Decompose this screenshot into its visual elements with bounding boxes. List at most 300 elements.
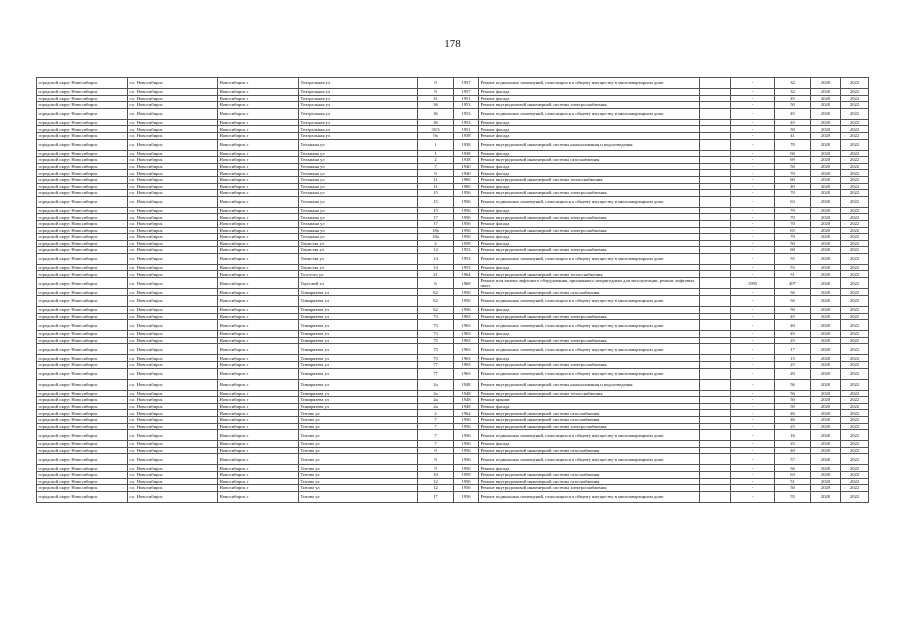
empty-cell: [700, 247, 731, 254]
wear-percent-cell: 16: [775, 430, 811, 441]
district-cell: г.о. Новосибирск: [128, 240, 218, 247]
plan-end-cell: 2022: [841, 307, 869, 314]
empty-cell: [700, 417, 731, 424]
district-cell: г.о. Новосибирск: [128, 491, 218, 502]
wear-percent-cell: 46: [775, 410, 811, 417]
build-year-cell: 1938: [454, 150, 479, 157]
empty-cell: [700, 471, 731, 478]
municipality-cell: городской округ Новосибирск: [37, 78, 128, 89]
municipality-cell: городской округ Новосибирск: [37, 410, 128, 417]
street-cell: Толстого ул: [299, 271, 418, 278]
house-number-cell: 11: [418, 176, 454, 183]
empty-cell: [700, 447, 731, 454]
district-cell: г.о. Новосибирск: [128, 119, 218, 126]
street-cell: Тимирязева ул: [299, 390, 418, 397]
empty-cell: [700, 119, 731, 126]
municipality-cell: городской округ Новосибирск: [37, 454, 128, 465]
municipality-cell: городской округ Новосибирск: [37, 247, 128, 254]
street-cell: Тенистая ул: [299, 253, 418, 264]
build-year-cell: 1958: [454, 240, 479, 247]
lift-year-cell: -: [731, 89, 775, 96]
house-number-cell: 73: [418, 320, 454, 331]
district-cell: г.о. Новосибирск: [128, 108, 218, 119]
table-row: [37, 108, 869, 119]
lift-year-cell: -: [731, 397, 775, 404]
plan-start-cell: 2020: [811, 362, 841, 369]
build-year-cell: 1964: [454, 271, 479, 278]
empty-cell: [700, 397, 731, 404]
empty-cell: [700, 491, 731, 502]
work-type-cell: Ремонт фасада: [479, 465, 700, 472]
district-cell: г.о. Новосибирск: [128, 478, 218, 485]
work-type-cell: Ремонт подвальных помещений, относящихся к общему имуществу в многоквартирном доме: [479, 368, 700, 379]
plan-start-cell: 2020: [811, 447, 841, 454]
municipality-cell: городской округ Новосибирск: [37, 95, 128, 102]
table-row: [37, 89, 869, 96]
table-row: [37, 253, 869, 264]
municipality-cell: городской округ Новосибирск: [37, 320, 128, 331]
city-cell: Новосибирск г: [218, 150, 299, 157]
street-cell: Театральная ул: [299, 126, 418, 133]
house-number-cell: 35/3: [418, 126, 454, 133]
empty-cell: [700, 190, 731, 197]
municipality-cell: городской округ Новосибирск: [37, 108, 128, 119]
lift-year-cell: -: [731, 119, 775, 126]
plan-end-cell: 2022: [841, 278, 869, 289]
plan-start-cell: 2020: [811, 220, 841, 227]
work-type-cell: Ремонт фасада: [479, 163, 700, 170]
table-row: [37, 417, 869, 424]
lift-year-cell: -: [731, 296, 775, 307]
house-number-cell: 14: [418, 247, 454, 254]
plan-start-cell: 2020: [811, 289, 841, 296]
city-cell: Новосибирск г: [218, 390, 299, 397]
lift-year-cell: -: [731, 126, 775, 133]
district-cell: г.о. Новосибирск: [128, 379, 218, 390]
house-number-cell: 15: [418, 190, 454, 197]
work-type-cell: Ремонт внутридомовой инженерной системы теплоснабжения: [479, 390, 700, 397]
work-type-cell: Ремонт подвальных помещений, относящихся к общему имуществу в многоквартирном доме: [479, 344, 700, 355]
wear-percent-cell: 20: [775, 368, 811, 379]
municipality-cell: городской округ Новосибирск: [37, 465, 128, 472]
build-year-cell: 1940: [454, 170, 479, 177]
city-cell: Новосибирск г: [218, 454, 299, 465]
table-row: [37, 491, 869, 502]
house-number-cell: 2а: [418, 403, 454, 410]
plan-end-cell: 2022: [841, 320, 869, 331]
work-type-cell: Ремонт фасада: [479, 331, 700, 338]
city-cell: Новосибирск г: [218, 410, 299, 417]
work-type-cell: Ремонт фасада: [479, 441, 700, 448]
plan-start-cell: 2020: [811, 368, 841, 379]
build-year-cell: 1956: [454, 423, 479, 430]
empty-cell: [700, 271, 731, 278]
city-cell: Новосибирск г: [218, 447, 299, 454]
house-number-cell: 9: [418, 89, 454, 96]
plan-start-cell: 2020: [811, 390, 841, 397]
plan-end-cell: 2022: [841, 227, 869, 234]
lift-year-cell: -: [731, 423, 775, 430]
plan-start-cell: 2020: [811, 307, 841, 314]
plan-end-cell: 2022: [841, 214, 869, 221]
plan-start-cell: 2020: [811, 331, 841, 338]
table-row: [37, 196, 869, 207]
plan-start-cell: 2020: [811, 190, 841, 197]
house-number-cell: 7: [418, 163, 454, 170]
lift-year-cell: -: [731, 207, 775, 214]
plan-start-cell: 2020: [811, 176, 841, 183]
wear-percent-cell: 70: [775, 190, 811, 197]
empty-cell: [700, 307, 731, 314]
table-row: [37, 163, 869, 170]
lift-year-cell: -: [731, 465, 775, 472]
table-row: [37, 362, 869, 369]
municipality-cell: городской округ Новосибирск: [37, 170, 128, 177]
table-row: [37, 344, 869, 355]
empty-cell: [700, 390, 731, 397]
empty-cell: [700, 441, 731, 448]
plan-end-cell: 2022: [841, 390, 869, 397]
lift-year-cell: -: [731, 163, 775, 170]
municipality-cell: городской округ Новосибирск: [37, 278, 128, 289]
table-row: [37, 390, 869, 397]
city-cell: Новосибирск г: [218, 227, 299, 234]
city-cell: Новосибирск г: [218, 234, 299, 241]
plan-start-cell: 2020: [811, 150, 841, 157]
empty-cell: [700, 465, 731, 472]
build-year-cell: 1953: [454, 102, 479, 109]
municipality-cell: городской округ Новосибирск: [37, 196, 128, 207]
street-cell: Тимирязева ул: [299, 313, 418, 320]
lift-year-cell: -: [731, 410, 775, 417]
city-cell: Новосибирск г: [218, 78, 299, 89]
build-year-cell: 1956: [454, 220, 479, 227]
street-cell: Тельмана ул: [299, 176, 418, 183]
house-number-cell: 62: [418, 307, 454, 314]
municipality-cell: городской округ Новосибирск: [37, 214, 128, 221]
build-year-cell: 1953: [454, 247, 479, 254]
street-cell: Тимирязева ул: [299, 397, 418, 404]
municipality-cell: городской округ Новосибирск: [37, 478, 128, 485]
house-number-cell: 9: [418, 465, 454, 472]
wear-percent-cell: 70: [775, 214, 811, 221]
table-row: [37, 220, 869, 227]
lift-year-cell: -: [731, 337, 775, 344]
city-cell: Новосибирск г: [218, 271, 299, 278]
work-type-cell: Ремонт подвальных помещений, относящихся к общему имуществу в многоквартирном доме: [479, 108, 700, 119]
empty-cell: [700, 478, 731, 485]
work-type-cell: Ремонт внутридомовой инженерной системы канализования и водоотведения: [479, 139, 700, 150]
street-cell: Тельмана ул: [299, 207, 418, 214]
plan-end-cell: 2022: [841, 410, 869, 417]
municipality-cell: городской округ Новосибирск: [37, 485, 128, 492]
district-cell: г.о. Новосибирск: [128, 102, 218, 109]
house-number-cell: 2а: [418, 397, 454, 404]
build-year-cell: 1956: [454, 447, 479, 454]
build-year-cell: 1956: [454, 491, 479, 502]
plan-start-cell: 2020: [811, 320, 841, 331]
district-cell: г.о. Новосибирск: [128, 264, 218, 271]
build-year-cell: 1958: [454, 132, 479, 139]
house-number-cell: 62: [418, 289, 454, 296]
district-cell: г.о. Новосибирск: [128, 320, 218, 331]
wear-percent-cell: 50: [775, 403, 811, 410]
district-cell: г.о. Новосибирск: [128, 234, 218, 241]
municipality-cell: городской округ Новосибирск: [37, 176, 128, 183]
district-cell: г.о. Новосибирск: [128, 355, 218, 362]
wear-percent-cell: 70: [775, 234, 811, 241]
wear-percent-cell: 56: [775, 296, 811, 307]
wear-percent-cell: 50: [775, 126, 811, 133]
city-cell: Новосибирск г: [218, 176, 299, 183]
table-row: [37, 176, 869, 183]
build-year-cell: 1953: [454, 264, 479, 271]
municipality-cell: городской округ Новосибирск: [37, 89, 128, 96]
city-cell: Новосибирск г: [218, 190, 299, 197]
street-cell: Титова ул: [299, 447, 418, 454]
plan-end-cell: 2022: [841, 207, 869, 214]
street-cell: Титова ул: [299, 465, 418, 472]
house-number-cell: 1: [418, 139, 454, 150]
lift-year-cell: -: [731, 157, 775, 164]
house-number-cell: 62: [418, 296, 454, 307]
plan-end-cell: 2022: [841, 95, 869, 102]
district-cell: г.о. Новосибирск: [128, 170, 218, 177]
plan-start-cell: 2020: [811, 337, 841, 344]
district-cell: г.о. Новосибирск: [128, 362, 218, 369]
work-type-cell: Ремонт внутридомовой инженерной системы электроснабжения: [479, 337, 700, 344]
plan-start-cell: 2020: [811, 278, 841, 289]
street-cell: Тимирязева ул: [299, 331, 418, 338]
empty-cell: [700, 183, 731, 190]
municipality-cell: городской округ Новосибирск: [37, 362, 128, 369]
plan-start-cell: 2020: [811, 454, 841, 465]
district-cell: г.о. Новосибирск: [128, 157, 218, 164]
city-cell: Новосибирск г: [218, 220, 299, 227]
street-cell: Тельмана ул: [299, 234, 418, 241]
empty-cell: [700, 139, 731, 150]
build-year-cell: 1948: [454, 390, 479, 397]
wear-percent-cell: 25: [775, 337, 811, 344]
build-year-cell: 1956: [454, 296, 479, 307]
table-row: [37, 331, 869, 338]
build-year-cell: 1956: [454, 417, 479, 424]
house-number-cell: 9: [418, 454, 454, 465]
district-cell: г.о. Новосибирск: [128, 296, 218, 307]
plan-end-cell: 2022: [841, 478, 869, 485]
empty-cell: [700, 403, 731, 410]
house-number-cell: 75: [418, 344, 454, 355]
plan-end-cell: 2022: [841, 289, 869, 296]
empty-cell: [700, 78, 731, 89]
build-year-cell: 1963: [454, 331, 479, 338]
city-cell: Новосибирск г: [218, 102, 299, 109]
wear-percent-cell: 56: [775, 379, 811, 390]
municipality-cell: городской округ Новосибирск: [37, 132, 128, 139]
work-type-cell: Ремонт внутридомовой инженерной системы газоснабжения: [479, 417, 700, 424]
city-cell: Новосибирск г: [218, 214, 299, 221]
city-cell: Новосибирск г: [218, 491, 299, 502]
house-number-cell: 21: [418, 271, 454, 278]
house-number-cell: 7: [418, 430, 454, 441]
district-cell: г.о. Новосибирск: [128, 331, 218, 338]
wear-percent-cell: 70: [775, 139, 811, 150]
city-cell: Новосибирск г: [218, 207, 299, 214]
lift-year-cell: -: [731, 227, 775, 234]
work-type-cell: Ремонт внутридомовой инженерной системы газоснабжения: [479, 289, 700, 296]
house-number-cell: 17: [418, 491, 454, 502]
district-cell: г.о. Новосибирск: [128, 278, 218, 289]
empty-cell: [700, 220, 731, 227]
build-year-cell: 1956: [454, 441, 479, 448]
lift-year-cell: -: [731, 176, 775, 183]
table-row: [37, 289, 869, 296]
city-cell: Новосибирск г: [218, 441, 299, 448]
work-type-cell: Ремонт внутридомовой инженерной системы электроснабжения: [479, 102, 700, 109]
work-type-cell: Ремонт внутридомовой инженерной системы теплоснабжения: [479, 271, 700, 278]
municipality-cell: городской округ Новосибирск: [37, 271, 128, 278]
district-cell: г.о. Новосибирск: [128, 465, 218, 472]
district-cell: г.о. Новосибирск: [128, 227, 218, 234]
street-cell: Тельмана ул: [299, 220, 418, 227]
table-row: [37, 441, 869, 448]
district-cell: г.о. Новосибирск: [128, 163, 218, 170]
lift-year-cell: -: [731, 247, 775, 254]
plan-end-cell: 2022: [841, 403, 869, 410]
work-type-cell: Ремонт фасада: [479, 403, 700, 410]
district-cell: г.о. Новосибирск: [128, 132, 218, 139]
table-row: [37, 379, 869, 390]
municipality-cell: городской округ Новосибирск: [37, 491, 128, 502]
municipality-cell: городской округ Новосибирск: [37, 234, 128, 241]
plan-end-cell: 2022: [841, 430, 869, 441]
plan-end-cell: 2022: [841, 465, 869, 472]
house-number-cell: 36: [418, 119, 454, 126]
district-cell: г.о. Новосибирск: [128, 139, 218, 150]
street-cell: Тенистая ул: [299, 240, 418, 247]
work-type-cell: Ремонт внутридомовой инженерной системы газоснабжения: [479, 447, 700, 454]
table-row: [37, 410, 869, 417]
street-cell: Торговой ул: [299, 278, 418, 289]
municipality-cell: городской округ Новосибирск: [37, 289, 128, 296]
city-cell: Новосибирск г: [218, 417, 299, 424]
table-row: [37, 454, 869, 465]
municipality-cell: городской округ Новосибирск: [37, 139, 128, 150]
work-type-cell: Ремонт внутридомовой инженерной системы теплоснабжения: [479, 176, 700, 183]
build-year-cell: 1963: [454, 337, 479, 344]
build-year-cell: 1948: [454, 397, 479, 404]
city-cell: Новосибирск г: [218, 485, 299, 492]
district-cell: г.о. Новосибирск: [128, 95, 218, 102]
street-cell: Тимирязева ул: [299, 362, 418, 369]
municipality-cell: городской округ Новосибирск: [37, 253, 128, 264]
house-number-cell: 73: [418, 313, 454, 320]
street-cell: Титова ул: [299, 454, 418, 465]
plan-start-cell: 2020: [811, 196, 841, 207]
build-year-cell: 1956: [454, 227, 479, 234]
wear-percent-cell: 50: [775, 307, 811, 314]
lift-year-cell: -: [731, 379, 775, 390]
wear-percent-cell: 45: [775, 95, 811, 102]
plan-end-cell: 2022: [841, 447, 869, 454]
work-type-cell: Ремонт подвальных помещений, относящихся к общему имуществу в многоквартирном доме: [479, 78, 700, 89]
plan-start-cell: 2020: [811, 119, 841, 126]
empty-cell: [700, 253, 731, 264]
work-type-cell: Ремонт внутридомовой инженерной системы газоснабжения: [479, 410, 700, 417]
city-cell: Новосибирск г: [218, 423, 299, 430]
lift-year-cell: -: [731, 344, 775, 355]
plan-end-cell: 2022: [841, 247, 869, 254]
house-number-cell: 1: [418, 150, 454, 157]
plan-end-cell: 2022: [841, 271, 869, 278]
plan-start-cell: 2020: [811, 78, 841, 89]
table-row: [37, 485, 869, 492]
street-cell: Тельмана ул: [299, 190, 418, 197]
table-row: [37, 478, 869, 485]
district-cell: г.о. Новосибирск: [128, 337, 218, 344]
plan-start-cell: 2020: [811, 423, 841, 430]
plan-start-cell: 2020: [811, 108, 841, 119]
lift-year-cell: -: [731, 289, 775, 296]
table-row: [37, 214, 869, 221]
plan-end-cell: 2022: [841, 157, 869, 164]
plan-start-cell: 2020: [811, 478, 841, 485]
city-cell: Новосибирск г: [218, 355, 299, 362]
plan-start-cell: 2020: [811, 344, 841, 355]
wear-percent-cell: 57: [775, 454, 811, 465]
city-cell: Новосибирск г: [218, 157, 299, 164]
empty-cell: [700, 207, 731, 214]
table-row: [37, 368, 869, 379]
empty-cell: [700, 423, 731, 430]
house-number-cell: 11: [418, 183, 454, 190]
work-type-cell: Ремонт фасада: [479, 183, 700, 190]
lift-year-cell: -: [731, 234, 775, 241]
table-row: [37, 313, 869, 320]
street-cell: Тельмана ул: [299, 227, 418, 234]
district-cell: г.о. Новосибирск: [128, 417, 218, 424]
municipality-cell: городской округ Новосибирск: [37, 368, 128, 379]
lift-year-cell: -: [731, 471, 775, 478]
work-type-cell: Ремонт фасада: [479, 170, 700, 177]
house-number-cell: 14: [418, 264, 454, 271]
plan-start-cell: 2020: [811, 132, 841, 139]
build-year-cell: 1963: [454, 320, 479, 331]
wear-percent-cell: 70: [775, 220, 811, 227]
build-year-cell: 1956: [454, 454, 479, 465]
build-year-cell: 1956: [454, 307, 479, 314]
street-cell: Тимирязева ул: [299, 379, 418, 390]
house-number-cell: 15: [418, 196, 454, 207]
plan-end-cell: 2022: [841, 196, 869, 207]
empty-cell: [700, 313, 731, 320]
empty-cell: [700, 485, 731, 492]
work-type-cell: Ремонт фасада: [479, 220, 700, 227]
municipality-cell: городской округ Новосибирск: [37, 264, 128, 271]
table-row: [37, 95, 869, 102]
municipality-cell: городской округ Новосибирск: [37, 417, 128, 424]
plan-end-cell: 2022: [841, 190, 869, 197]
work-type-cell: Ремонт фасада: [479, 150, 700, 157]
district-cell: г.о. Новосибирск: [128, 78, 218, 89]
work-type-cell: Ремонт внутридомовой инженерной системы канализования и водоотведения: [479, 379, 700, 390]
house-number-cell: 31: [418, 95, 454, 102]
district-cell: г.о. Новосибирск: [128, 447, 218, 454]
district-cell: г.о. Новосибирск: [128, 176, 218, 183]
lift-year-cell: -: [731, 417, 775, 424]
city-cell: Новосибирск г: [218, 132, 299, 139]
plan-end-cell: 2022: [841, 454, 869, 465]
